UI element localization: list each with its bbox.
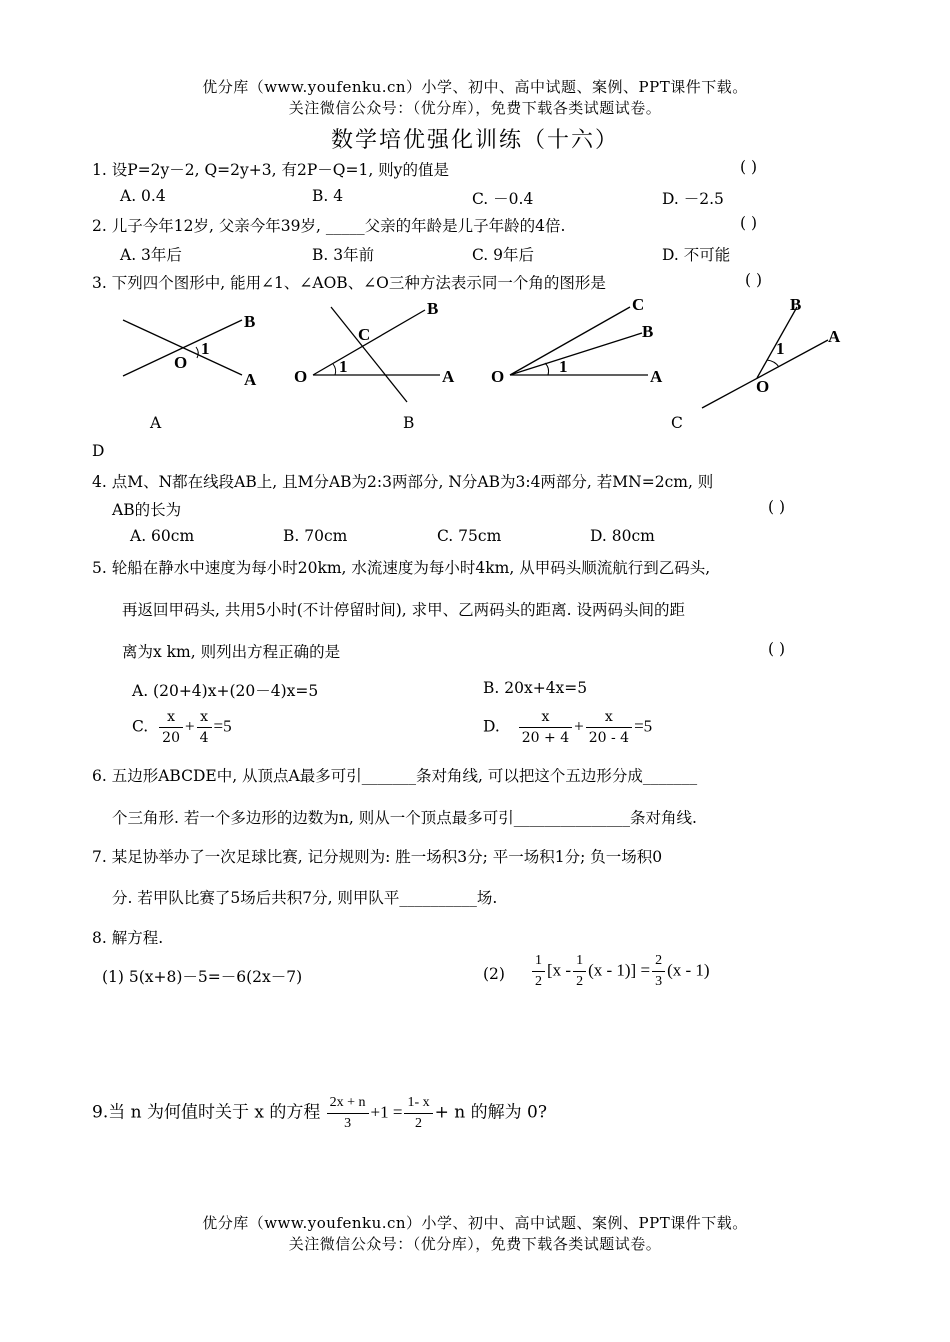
q1-option-b: B. 4 <box>312 187 344 205</box>
footer-line-2: 关注微信公众号：（优分库），免费下载各类试题试卷。 <box>288 1235 662 1253</box>
q7-line-1: 7. 某足协举办了一次足球比赛, 记分规则为: 胜一场积3分; 平一场积1分; 负一场积0 <box>92 848 663 866</box>
q6-line-2: 个三角形. 若一个多边形的边数为n, 则从一个顶点最多可引_______________条对角线. <box>112 809 697 827</box>
q3-figures <box>0 290 950 420</box>
q3-paren: ( ) <box>745 271 763 289</box>
fig-c-label-c: C <box>632 295 645 314</box>
q1-option-d: D. －2.5 <box>662 190 724 208</box>
q4-option-b: B. 70cm <box>283 527 348 545</box>
q3-label-b: B <box>403 414 415 432</box>
footer-line-1: 优分库（www.youfenku.cn）小学、初中、高中试题、案例、PPT课件下载。 <box>202 1214 748 1232</box>
q5-paren: ( ) <box>768 640 786 658</box>
q8-part-1: (1) 5(x+8)－5=－6(2x－7) <box>102 968 303 986</box>
fig-a-label-b: B <box>244 312 256 331</box>
q5-d-frac-2: $\frac{x}{20 - 4}$ <box>586 708 632 747</box>
q4-stem-2: AB的长为 <box>112 501 182 519</box>
fig-c-label-1: 1 <box>559 357 568 376</box>
q3-label-a: A <box>150 414 162 432</box>
fig-d-label-a: A <box>828 327 841 346</box>
q8-stem: 8. 解方程. <box>92 929 164 947</box>
q1-option-c: C. －0.4 <box>472 190 534 208</box>
q5-option-b: B. 20x+4x=5 <box>483 679 588 697</box>
q9-equation: 9.当 n 为何值时关于 x 的方程 $\frac{2x + n}{3}$ +1 = $\frac{1- x}{2}$ + n 的解为 0? <box>92 1095 547 1131</box>
q5-option-a: A. (20+4)x+(20－4)x=5 <box>132 682 319 700</box>
q5-option-d: D. $\frac{x}{20 + 4}$ + $\frac{x}{20 - 4}$ =5 <box>483 709 653 746</box>
q6-line-1: 6. 五边形ABCDE中, 从顶点A最多可引_______条对角线, 可以把这个五边形分成_______ <box>92 767 698 785</box>
q5-c-frac-2: $\frac{x}{4}$ <box>197 708 212 747</box>
q5-d-label: D. <box>483 717 500 736</box>
fig-d-label-1: 1 <box>776 339 785 358</box>
figure-a <box>123 312 257 389</box>
q1-paren: ( ) <box>740 158 758 176</box>
q5-c-label: C. <box>132 717 149 736</box>
fig-d-label-b: B <box>790 295 802 314</box>
fig-a-label-o: O <box>174 353 188 372</box>
q3-stem: 3. 下列四个图形中, 能用∠1、∠AOB、∠O三种方法表示同一个角的图形是 <box>92 274 606 292</box>
q1-option-a: A. 0.4 <box>120 187 166 205</box>
q5-line-1: 5. 轮船在静水中速度为每小时20km, 水流速度为每小时4km, 从甲码头顺流航行到乙码头, <box>92 559 711 577</box>
fig-d-label-o: O <box>756 377 770 396</box>
q4-stem: 4. 点M、N都在线段AB上, 且M分AB为2:3两部分, N分AB为3:4两部分, 若MN=2cm, 则 <box>92 473 714 491</box>
q5-option-c: C. $\frac{x}{20}$ + $\frac{x}{4}$ =5 <box>132 709 232 746</box>
q2-option-a: A. 3年后 <box>120 246 182 264</box>
q2-option-c: C. 9年后 <box>472 246 535 264</box>
header-line-1: 优分库（www.youfenku.cn）小学、初中、高中试题、案例、PPT课件下载。 <box>202 78 748 96</box>
q2-stem: 2. 儿子今年12岁, 父亲今年39岁, _____父亲的年龄是儿子年龄的4倍. <box>92 217 566 235</box>
q3-label-d: D <box>92 442 105 460</box>
q2-option-d: D. 不可能 <box>662 246 731 264</box>
figure-b <box>294 299 455 402</box>
page-title: 数学培优强化训练（十六） <box>330 128 619 153</box>
fig-b-label-1: 1 <box>339 357 348 376</box>
figure-d <box>702 295 841 408</box>
q1-stem: 1. 设P=2y－2, Q=2y+3, 有2P－Q=1, 则y的值是 <box>92 161 449 179</box>
fig-b-label-c: C <box>358 325 371 344</box>
q4-option-c: C. 75cm <box>437 527 502 545</box>
fig-b-label-o: O <box>294 367 308 386</box>
fig-c-label-o: O <box>491 367 505 386</box>
fig-b-label-a: A <box>442 367 455 386</box>
q4-option-a: A. 60cm <box>130 527 195 545</box>
q5-c-frac-1: $\frac{x}{20}$ <box>159 708 183 747</box>
figure-c <box>491 295 663 386</box>
q4-paren: ( ) <box>768 498 786 516</box>
q5-line-2: 再返回甲码头, 共用5小时(不计停留时间), 求甲、乙两码头的距离. 设两码头间的距 <box>122 601 686 619</box>
q8-part-2-equation: $\frac{1}{2}$ [x - $\frac{1}{2}$ (x - 1)] = $\frac{2}{3}$ (x - 1) <box>530 952 710 991</box>
header-line-2: 关注微信公众号：（优分库），免费下载各类试题试卷。 <box>288 99 662 117</box>
q5-line-3: 离为x km, 则列出方程正确的是 <box>122 643 341 661</box>
fig-a-label-1: 1 <box>201 339 210 358</box>
q7-line-2: 分. 若甲队比赛了5场后共积7分, 则甲队平__________场. <box>112 889 498 907</box>
q4-option-d: D. 80cm <box>590 527 655 545</box>
q5-d-frac-1: $\frac{x}{20 + 4}$ <box>519 708 572 747</box>
fig-c-label-b: B <box>642 322 654 341</box>
q2-option-b: B. 3年前 <box>312 246 375 264</box>
fig-c-label-a: A <box>650 367 663 386</box>
q3-label-c: C <box>671 414 683 432</box>
q2-paren: ( ) <box>740 214 758 232</box>
q8-part-2-label: (2) <box>483 965 505 983</box>
fig-b-label-b: B <box>427 299 439 318</box>
fig-a-label-a: A <box>244 370 257 389</box>
